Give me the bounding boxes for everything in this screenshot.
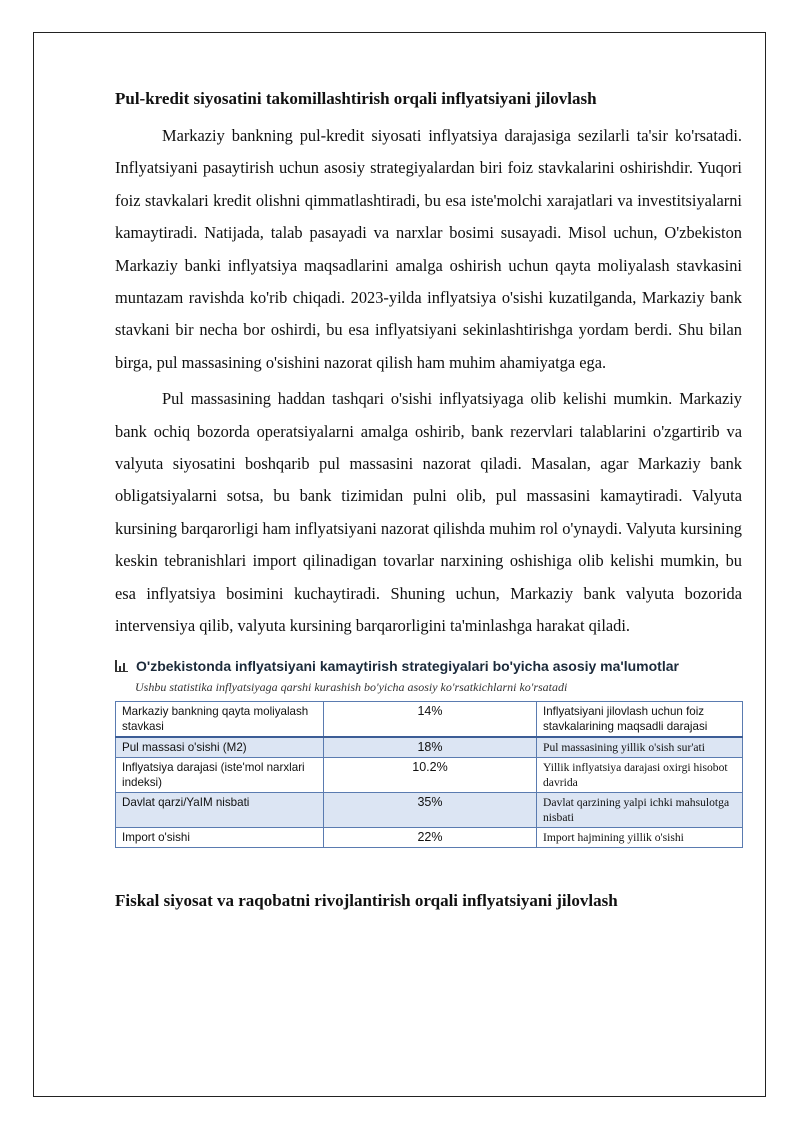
section-heading: Pul-kredit siyosatini takomillashtirish orqali inflyatsiyani jilovlash <box>115 89 597 108</box>
table-title <box>115 657 742 675</box>
table-subtitle: Ushbu statistika inflyatsiyaga qarshi kurashish bo'yicha asosiy ko'rsatkichlarni ko'rsatadi <box>135 679 568 694</box>
bar-chart-icon <box>115 660 129 672</box>
row-label: Markaziy bankning qayta moliyalash stavkasi <box>116 701 324 737</box>
row-value: 22% <box>324 827 537 847</box>
statistics-table <box>115 701 743 848</box>
table-row <box>116 737 743 758</box>
row-value: 35% <box>324 792 537 827</box>
paragraph-1: Markaziy bankning pul-kredit siyosati inflyatsiya darajasiga sezilarli ta'sir ko'rsatadi. Inflyatsiyani pasaytirish uchun asosiy strategiyalardan biri foiz stavkalarini oshirishdir. Yuqori foiz stavkalari kredit olishni qimmatlashtiradi, bu esa iste'molchi xarajatlari va investitsiyalarni kamaytiradi. Natijada, talab pasayadi va narxlar bosimi susayadi. Misol uchun, O'zbekiston Markaziy banki inflyatsiya maqsadlarini amalga oshirish uchun qayta moliyalash stavkasini muntazam ravishda ko'rib chiqadi. 2023-yilda inflyatsiya o'sishi kuzatilganda, Markaziy bank stavkani bir necha bor oshirdi, bu esa inflyatsiyani sekinlashtirishga yordam berdi. Shu bilan birga, pul massasining o'sishini nazorat qilish ham muhim ahamiyatga ega. <box>115 126 742 372</box>
row-note: Inflyatsiyani jilovlash uchun foiz stavkalarining maqsadli darajasi <box>537 701 743 737</box>
document-content <box>115 88 742 912</box>
row-label: Davlat qarzi/YaIM nisbati <box>116 792 324 827</box>
table-row <box>116 701 743 737</box>
table-row <box>116 827 743 847</box>
row-note: Yillik inflyatsiya darajasi oxirgi hisobot davrida <box>537 757 743 792</box>
row-value: 10.2% <box>324 757 537 792</box>
row-label: Inflyatsiya darajasi (iste'mol narxlari indeksi) <box>116 757 324 792</box>
row-value: 18% <box>324 737 537 758</box>
row-note: Davlat qarzining yalpi ichki mahsulotga nisbati <box>537 792 743 827</box>
table-title-text: O'zbekistonda inflyatsiyani kamaytirish strategiyalari bo'yicha asosiy ma'lumotlar <box>136 657 679 674</box>
row-note: Pul massasining yillik o'sish sur'ati <box>537 737 743 758</box>
paragraph-2: Pul massasining haddan tashqari o'sishi inflyatsiyaga olib kelishi mumkin. Markaziy bank ochiq bozorda operatsiyalarni amalga oshirib, bank rezervlari talablarini o'zgartirib va valyuta siyosatini boshqarib pul massasini nazorat qiladi. Masalan, agar Markaziy bank obligatsiyalarni sotsa, bu bank tizimidan pulni olib, pul massasini kamaytiradi. Valyuta kursining barqarorligi ham inflyatsiyani nazorat qilishda muhim rol o'ynaydi. Valyuta kursining keskin tebranishlari import qilinadigan tovarlar narxining oshishiga olib kelishi mumkin, bu esa inflyatsiya bosimini kuchaytiradi. Shuning uchun, Markaziy bank valyuta bozorida intervensiya qilib, valyuta kursining barqarorligini ta'minlashga harakat qiladi. <box>115 389 742 636</box>
row-value: 14% <box>324 701 537 737</box>
row-label: Pul massasi o'sishi (M2) <box>116 737 324 758</box>
table-row <box>116 757 743 792</box>
row-label: Import o'sishi <box>116 827 324 847</box>
row-note: Import hajmining yillik o'sishi <box>537 827 743 847</box>
table-row <box>116 792 743 827</box>
section-heading-2: Fiskal siyosat va raqobatni rivojlantirish orqali inflyatsiyani jilovlash <box>115 890 618 910</box>
